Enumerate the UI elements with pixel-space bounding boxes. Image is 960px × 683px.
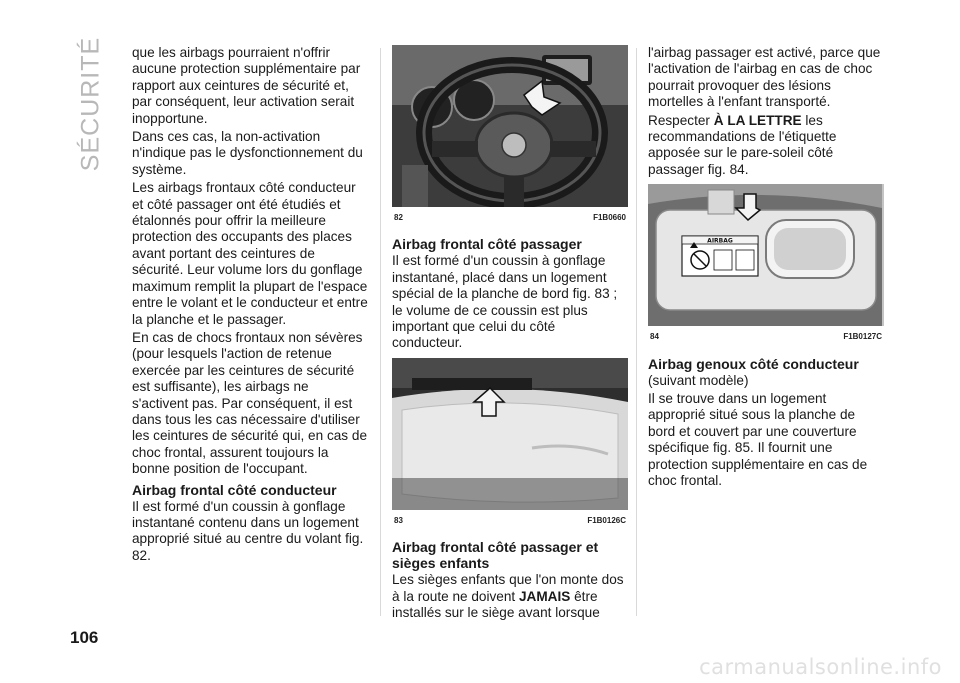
paragraph: que les airbags pourraient n'offrir aucune protection supplémentaire par rapport aux ceintures de sécurité et, par conséquent, leur activation serait inopportune. — [132, 45, 361, 126]
column-3 — [648, 45, 882, 492]
column-divider — [380, 48, 381, 616]
sun-visor-illustration — [648, 184, 882, 326]
heading-knee-airbag: Airbag genoux côté conducteur — [648, 355, 859, 372]
paragraph: Il est formé d'un coussin à gonflage instantané contenu dans un logement approprié situé au centre du volant fig. 82. — [132, 498, 364, 563]
dashboard-illustration — [392, 358, 628, 510]
paragraph: En cas de chocs frontaux non sévères (pour lesquels l'action de retenue exercée par les ceintures de sécurité est suffisante), les airbags ne s'activent pas. Par conséquent, il est dans tous les cas nécessaire d'utiliser les ceintures de sécurité qui, en cas de choc frontal, assurent toujours la bonne position de l'occupant. — [132, 329, 368, 477]
figure-number: 82 — [394, 213, 403, 222]
subheading-optional: (suivant modèle) — [648, 372, 749, 388]
airbag-label-text: AIRBAG — [707, 237, 733, 245]
figure-number: 83 — [394, 515, 403, 525]
emphasis-to-the-letter: À LA LETTRE — [713, 112, 802, 128]
figure-83-dashboard — [392, 358, 628, 535]
paragraph: Les airbags frontaux côté conducteur et côté passager ont été étudiés et étalonnés pour offrir la meilleure protection des occupants des places avant portant des ceintures de sécurité. Leur volume lors du gonflage maximum remplit la plupart de l'espace entre le volant et le conducteur et entre la planche et le passager. — [132, 180, 368, 327]
paragraph: Les sièges enfants que l'on monte dos à la route ne doivent JAMAIS être installés sur le siège avant lorsque — [392, 572, 624, 621]
paragraph: Respecter À LA LETTRE les recommandations de l'étiquette apposée sur le pare-soleil côté passager fig. 84. — [648, 112, 837, 177]
watermark: carmanualsonline.info — [699, 655, 942, 679]
paragraph: Il se trouve dans un logement approprié situé sous la planche de bord et couvert par une couverture spécifique fig. 85. Il fournit une protection supplémentaire en cas de choc frontal. — [648, 391, 868, 489]
section-title: SÉCURITÉ — [76, 36, 105, 172]
page-number: 106 — [70, 628, 99, 647]
figure-code: F1B0660 — [593, 213, 626, 222]
heading-driver-airbag: Airbag frontal côté conducteur — [132, 481, 337, 498]
column-2 — [392, 45, 628, 623]
figure-82-steering-wheel — [392, 45, 628, 232]
column-divider — [636, 48, 637, 616]
paragraph: Dans ces cas, la non-activation n'indique pas le dysfonctionnement du système. — [132, 129, 363, 177]
paragraph: Il est formé d'un coussin à gonflage instantané, placé dans un logement spécial de la planche de bord fig. 83 ; le volume de ce coussin est plus important que celui du côté conducteur. — [392, 253, 618, 351]
paragraph: l'airbag passager est activé, parce que l'activation de l'airbag en cas de choc pourrait provoquer des lésions mortelles à l'enfant transporté. — [648, 45, 881, 110]
steering-wheel-illustration — [392, 45, 628, 207]
emphasis-never: JAMAIS — [518, 588, 571, 604]
figure-number: 84 — [650, 332, 659, 342]
figure-code: F1B0127C — [843, 332, 882, 342]
figure-84-sun-visor — [648, 184, 884, 351]
figure-code: F1B0126C — [587, 515, 626, 525]
column-1 — [132, 45, 368, 566]
heading-passenger-airbag: Airbag frontal côté passager — [392, 236, 582, 253]
heading-passenger-airbag-child-seats: Airbag frontal côté passager et sièges enfants — [392, 539, 599, 572]
